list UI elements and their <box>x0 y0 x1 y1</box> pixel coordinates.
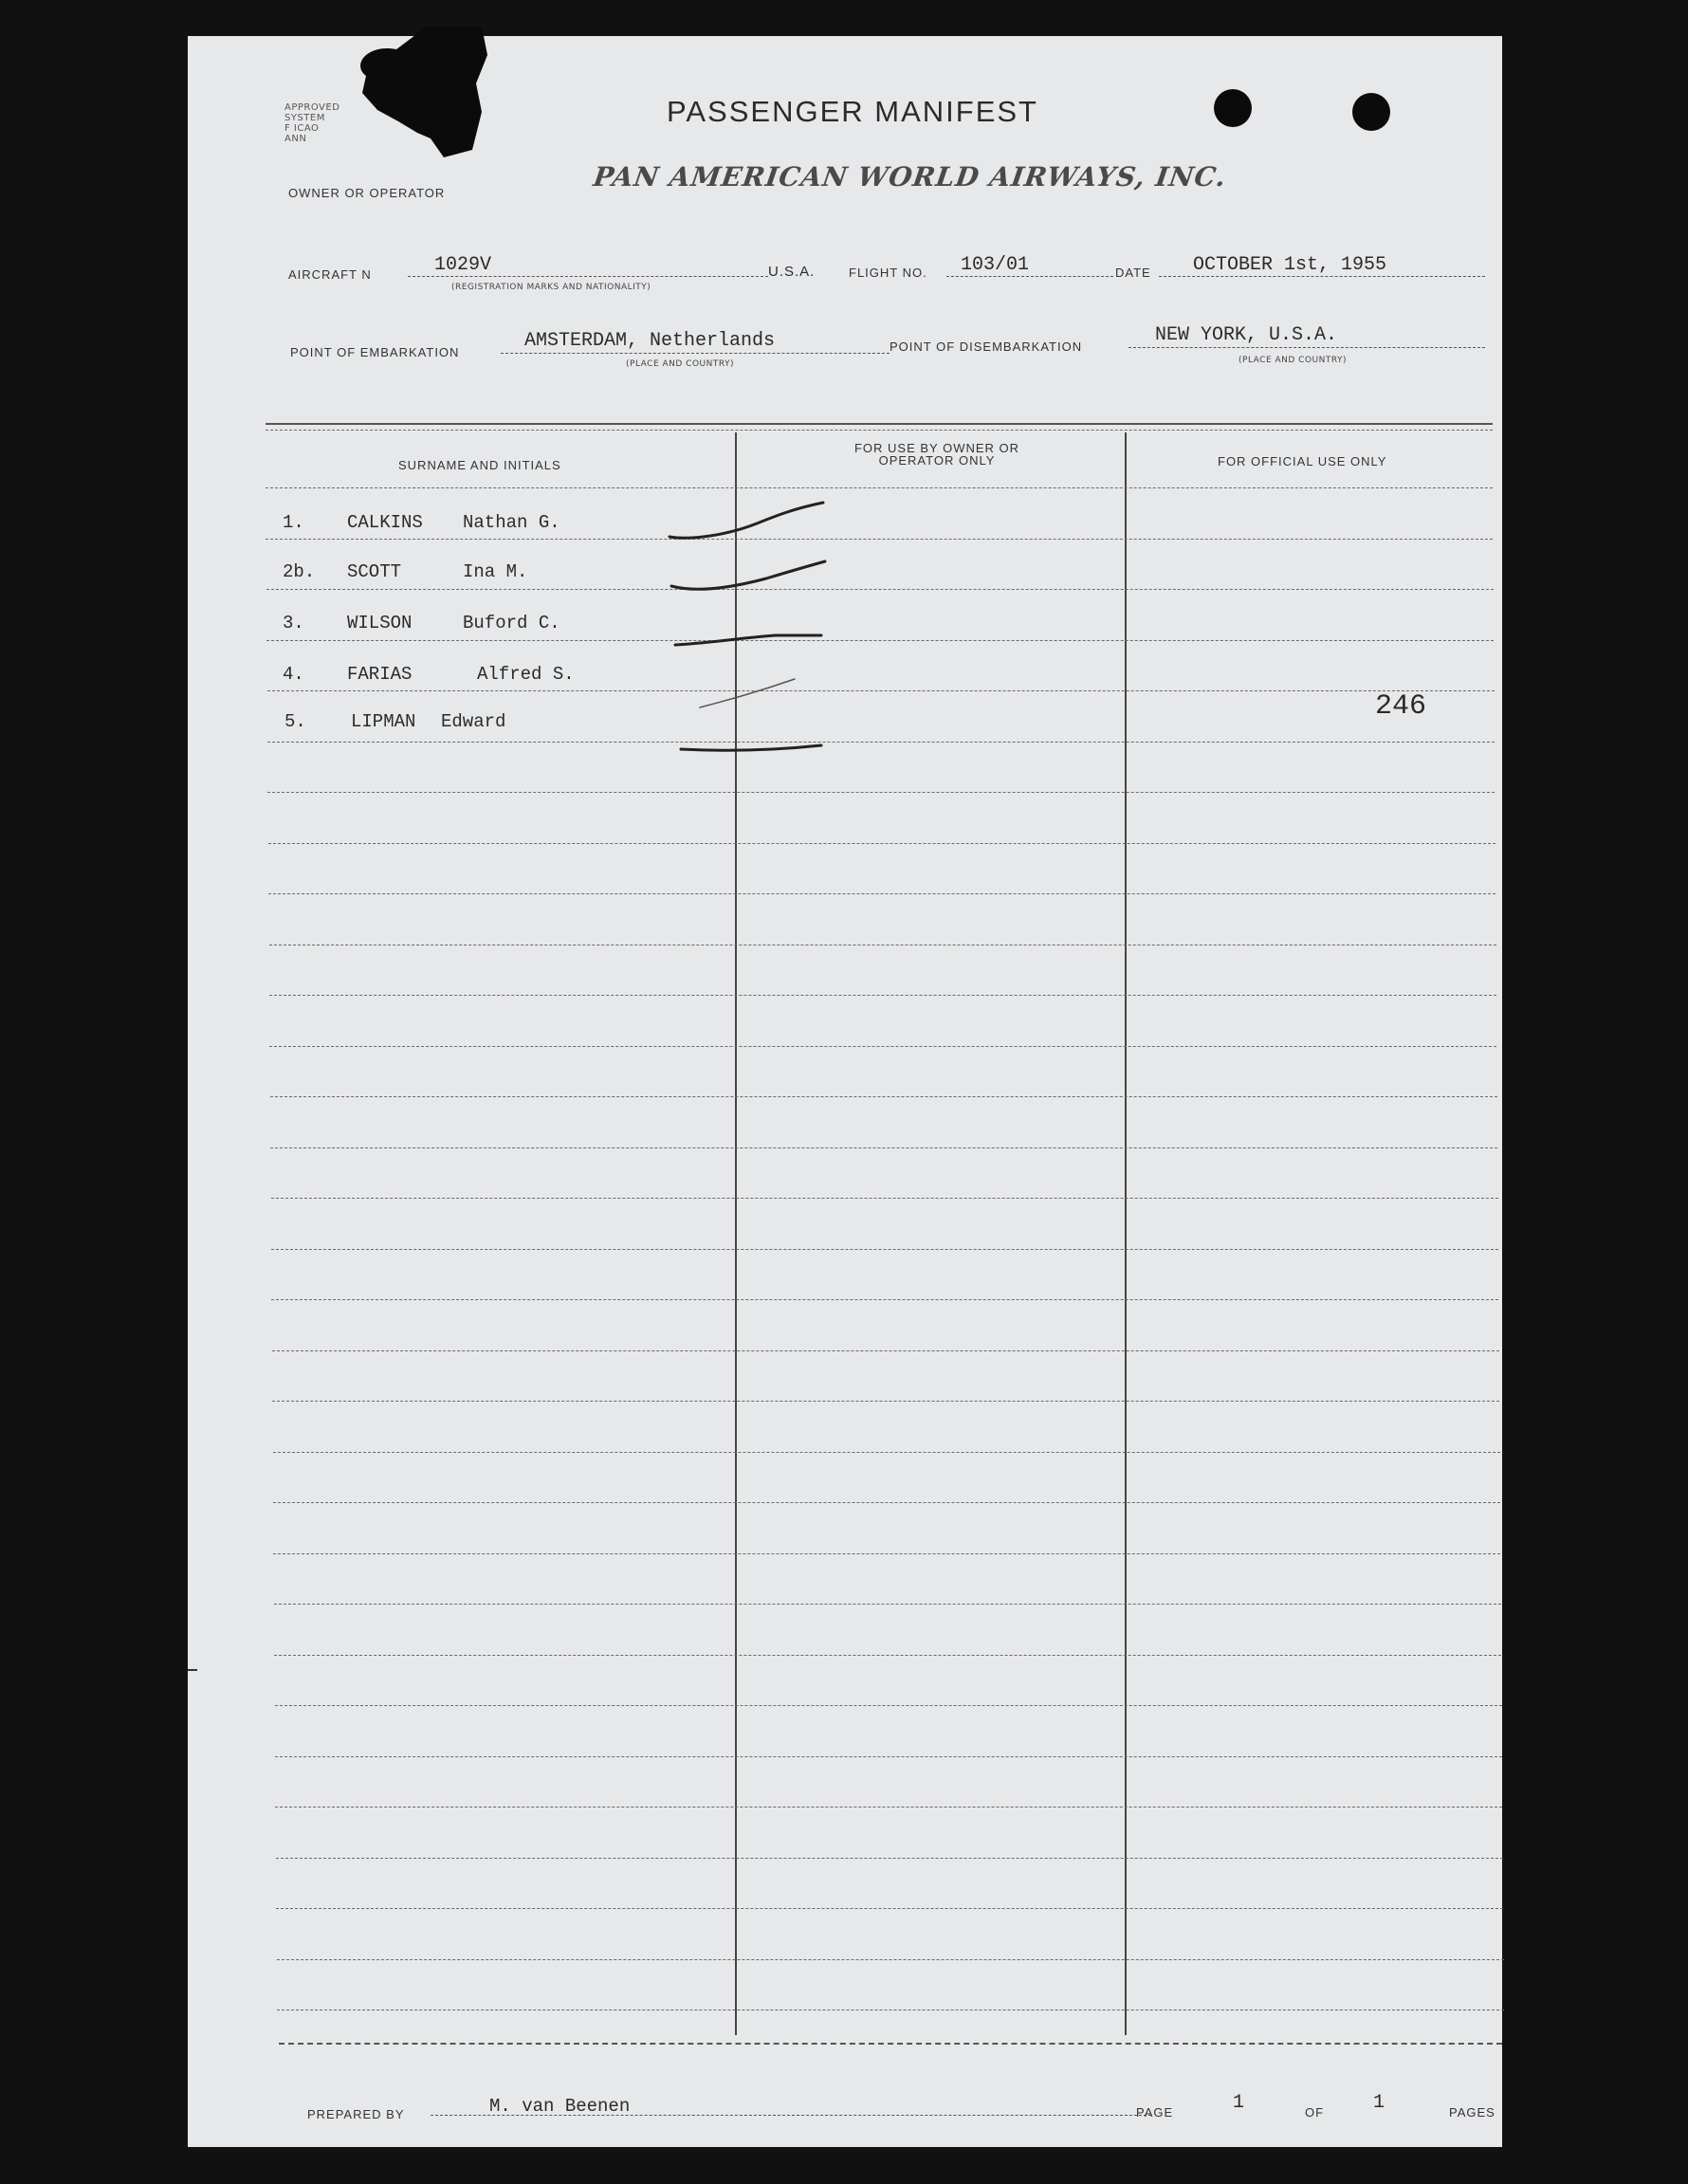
row-rule <box>272 1350 1499 1351</box>
official-note-number: 246 <box>1375 690 1427 723</box>
prepared-by-name: M. van Beenen <box>489 2096 631 2117</box>
row-rule <box>275 1756 1502 1757</box>
passenger-given-name: Ina M. <box>463 561 528 582</box>
torn-corner-mark <box>339 27 491 159</box>
check-mark <box>675 635 821 645</box>
passenger-surname: FARIAS <box>347 664 413 685</box>
manifest-title: PASSENGER MANIFEST <box>667 95 1038 128</box>
disembarkation-underline <box>1128 347 1485 348</box>
pages-label: PAGES <box>1449 2105 1495 2120</box>
passenger-number: 1. <box>283 512 304 533</box>
row-rule <box>274 1604 1501 1605</box>
passenger-number: 5. <box>284 711 306 732</box>
disembarkation-place: NEW YORK, U.S.A. <box>1155 324 1338 346</box>
embarkation-place: AMSTERDAM, Netherlands <box>524 330 776 352</box>
check-mark <box>671 561 825 589</box>
check-marks <box>662 461 871 764</box>
passenger-given-name: Buford C. <box>463 613 560 633</box>
owner-operator-label: OWNER OR OPERATOR <box>288 186 446 200</box>
row-rule <box>266 640 1494 641</box>
header-rule <box>266 423 1493 425</box>
row-rule <box>275 1807 1502 1808</box>
aircraft-registration: 1029V <box>434 254 492 276</box>
passenger-surname: CALKINS <box>347 512 423 533</box>
manifest-sheet <box>188 36 1502 2147</box>
row-rule <box>268 893 1495 894</box>
footer-rule <box>279 2043 1502 2045</box>
passenger-number: 2b. <box>283 561 316 582</box>
page-number: 1 <box>1233 2092 1245 2114</box>
row-rule <box>266 539 1493 540</box>
total-pages: 1 <box>1373 2092 1385 2114</box>
prepared-by-label: PREPARED BY <box>307 2107 405 2121</box>
punch-hole <box>1214 89 1252 127</box>
passenger-given-name: Edward <box>441 711 506 732</box>
passenger-number: 3. <box>283 613 304 633</box>
row-rule <box>266 487 1493 488</box>
row-rule <box>271 1198 1498 1199</box>
row-rule <box>276 1858 1503 1859</box>
corner-approval-text: APPROVED SYSTEM F ICAO ANN <box>284 102 340 144</box>
disembarkation-label: POINT OF DISEMBARKATION <box>890 340 1083 354</box>
row-rule <box>268 843 1495 844</box>
row-rule <box>267 690 1495 691</box>
row-rule <box>273 1553 1500 1554</box>
row-rule <box>273 1502 1500 1503</box>
embarkation-underline <box>501 353 890 354</box>
embarkation-note: (PLACE AND COUNTRY) <box>626 359 735 369</box>
passenger-number: 4. <box>283 664 304 685</box>
owner-use-column-header: FOR USE BY OWNER OR OPERATOR ONLY <box>853 441 1020 468</box>
passenger-surname: SCOTT <box>347 561 402 582</box>
of-label: OF <box>1305 2105 1325 2120</box>
official-use-column-header: FOR OFFICIAL USE ONLY <box>1218 454 1387 468</box>
passenger-surname: LIPMAN <box>351 711 416 732</box>
row-rule <box>267 792 1495 793</box>
flight-underline <box>946 276 1113 277</box>
airline-name-logo: PAN AMERICAN WORLD AIRWAYS, INC. <box>591 161 1229 193</box>
flight-number: 103/01 <box>961 254 1030 276</box>
passenger-surname: WILSON <box>347 613 413 633</box>
check-mark <box>670 503 823 538</box>
aircraft-label: AIRCRAFT N <box>288 267 372 282</box>
usa-label: U.S.A. <box>768 264 816 280</box>
row-rule <box>269 1046 1496 1047</box>
row-rule <box>270 1096 1497 1097</box>
row-rule <box>275 1705 1502 1706</box>
flight-number-label: FLIGHT NO. <box>849 266 927 280</box>
row-rule <box>274 1655 1501 1656</box>
row-rule <box>266 589 1494 590</box>
check-mark <box>681 745 821 750</box>
row-rule <box>277 1959 1504 1960</box>
row-rule <box>273 1452 1500 1453</box>
row-rule <box>272 1401 1499 1402</box>
row-rule <box>271 1299 1498 1300</box>
date-label: DATE <box>1115 266 1151 280</box>
aircraft-underline <box>408 276 768 277</box>
row-rule <box>269 995 1496 996</box>
header-rule <box>266 430 1493 431</box>
row-rule <box>270 1147 1497 1148</box>
row-rule <box>271 1249 1498 1250</box>
date-underline <box>1159 276 1485 277</box>
aircraft-note: (REGISTRATION MARKS AND NATIONALITY) <box>451 283 651 292</box>
row-rule <box>267 742 1495 743</box>
page-label: PAGE <box>1136 2105 1174 2120</box>
passenger-given-name: Alfred S. <box>477 664 575 685</box>
punch-hole <box>1352 93 1390 131</box>
row-rule <box>276 1908 1503 1909</box>
flight-date: OCTOBER 1st, 1955 <box>1193 254 1387 276</box>
margin-mark <box>188 1669 197 1671</box>
disembarkation-note: (PLACE AND COUNTRY) <box>1238 356 1348 365</box>
passenger-given-name: Nathan G. <box>463 512 560 533</box>
surname-column-header: SURNAME AND INITIALS <box>398 458 561 472</box>
embarkation-label: POINT OF EMBARKATION <box>290 345 460 359</box>
column-divider-2 <box>1125 432 1127 2035</box>
check-mark <box>700 679 795 707</box>
